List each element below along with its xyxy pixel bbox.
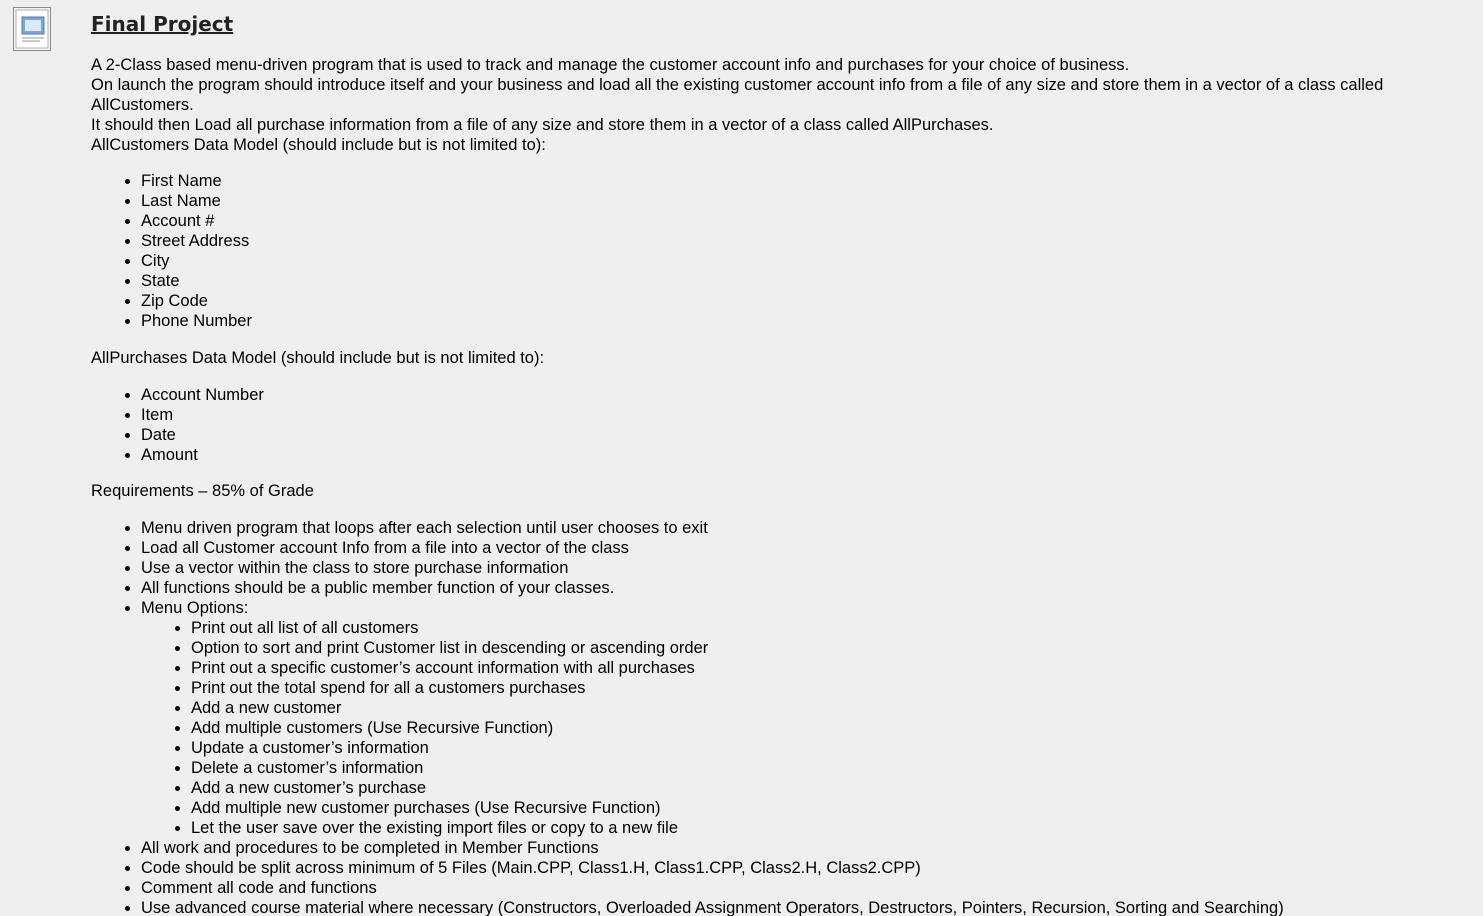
list-item: • Add multiple new customer purchases (Use Recursive Function): [191, 798, 1471, 818]
list-item: • Add multiple customers (Use Recursive Function): [191, 718, 1471, 738]
assignment-content: [91, 10, 1471, 916]
list-item: • Amount: [141, 445, 1471, 465]
list-item: • Phone Number: [141, 311, 1471, 331]
intro-line: On launch the program should introduce itself and your business and load all the existing customer account info from a file of any size and store them in a vector of a class called AllCustomers.: [91, 76, 1384, 114]
list-item: • First Name: [141, 171, 1471, 191]
list-item: • All work and procedures to be completed in Member Functions: [141, 838, 1471, 858]
list-item: • Let the user save over the existing import files or copy to a new file: [191, 818, 1471, 838]
list-item: • Code should be split across minimum of 5 Files (Main.CPP, Class1.H, Class1.CPP, Class2.H, Class2.CPP): [141, 858, 1471, 878]
list-item: • Account Number: [141, 385, 1471, 405]
list-item: • Delete a customer’s information: [191, 758, 1471, 778]
purchases-model-list: [91, 385, 1471, 465]
list-item: • City: [141, 251, 1471, 271]
list-item: • Load all Customer account Info from a file into a vector of the class: [141, 538, 1471, 558]
list-item: • State: [141, 271, 1471, 291]
list-item: • Print out all list of all customers: [191, 618, 1471, 638]
list-item: • Use a vector within the class to store purchase information: [141, 558, 1471, 578]
list-item: • Comment all code and functions: [141, 878, 1471, 898]
list-item: • Option to sort and print Customer list in descending or ascending order: [191, 638, 1471, 658]
list-item: • Add a new customer’s purchase: [191, 778, 1471, 798]
list-item: • Print out the total spend for all a customers purchases: [191, 678, 1471, 698]
menu-options-list: [141, 618, 1471, 838]
document-icon[interactable]: [13, 7, 51, 51]
intro-line: It should then Load all purchase information from a file of any size and store them in a vector of a class called AllPurchases.: [91, 116, 994, 134]
list-item: • All functions should be a public member function of your classes.: [141, 578, 1471, 598]
requirements-list: [91, 518, 1471, 916]
list-item: • Zip Code: [141, 291, 1471, 311]
customers-model-heading: AllCustomers Data Model (should include but is not limited to):: [91, 136, 546, 154]
list-item: • Street Address: [141, 231, 1471, 251]
list-item: • Date: [141, 425, 1471, 445]
menu-options-item: [141, 598, 1471, 838]
purchases-model-heading: AllPurchases Data Model (should include but is not limited to):: [91, 349, 545, 367]
list-item: • Last Name: [141, 191, 1471, 211]
menu-options-label: Menu Options:: [141, 599, 249, 617]
page-title: Final Project: [91, 12, 234, 36]
list-item: • Menu driven program that loops after each selection until user chooses to exit: [141, 518, 1471, 538]
list-item: • Print out a specific customer’s account information with all purchases: [191, 658, 1471, 678]
list-item: • Update a customer’s information: [191, 738, 1471, 758]
list-item: • Item: [141, 405, 1471, 425]
list-item: • Add a new customer: [191, 698, 1471, 718]
requirements-heading: Requirements – 85% of Grade: [91, 482, 314, 500]
list-item: • Use advanced course material where necessary (Constructors, Overloaded Assignment Operators, Destructors, Pointers, Recursion, Sorting and Searching): [141, 898, 1471, 916]
customers-model-list: [91, 171, 1471, 331]
intro-line: A 2-Class based menu-driven program that is used to track and manage the customer account info and purchases for your choice of business.: [91, 56, 1130, 74]
list-item: • Account #: [141, 211, 1471, 231]
